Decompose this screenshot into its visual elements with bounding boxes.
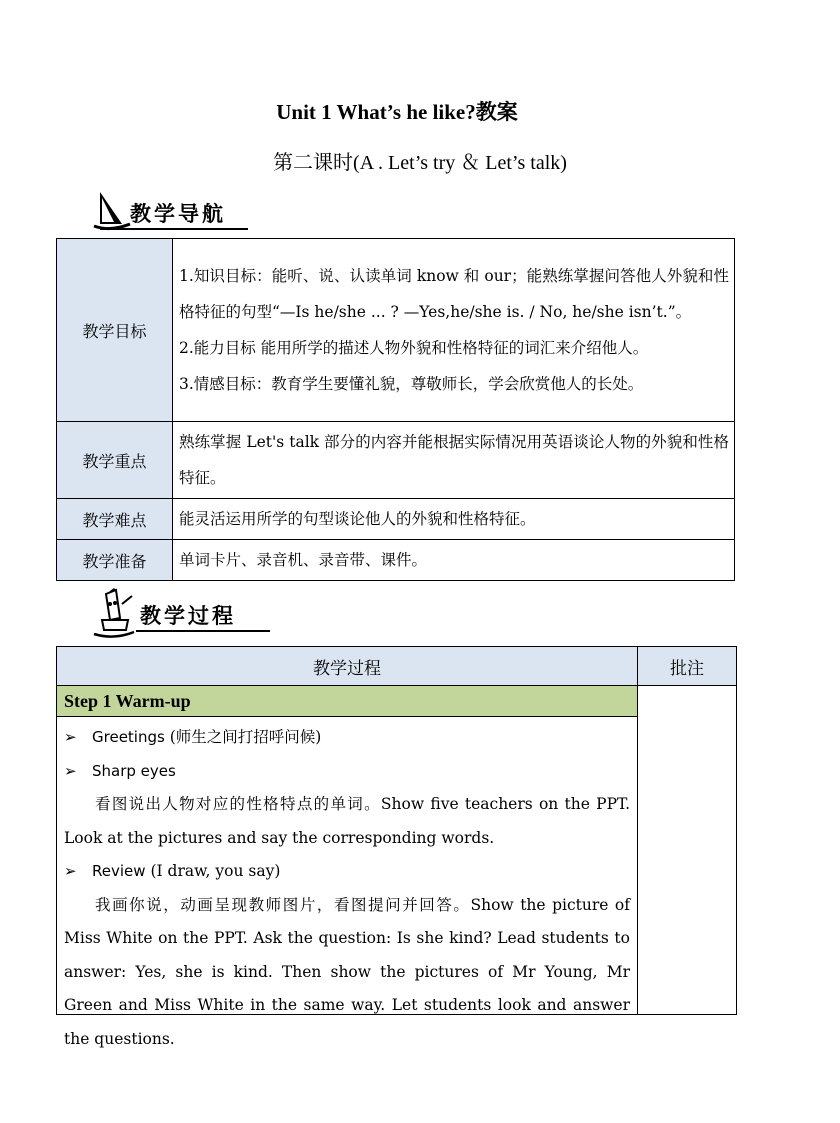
objective-line: 1.知识目标：能听、说、认读单词 know 和 our；能熟练掌握问答他人外貌和性格特征的句型“—Is he/she ... ? —Yes,he/she is. / No, he/she isn’t.”。 [179,267,729,321]
table-row [57,540,735,581]
paragraph: 我画你说，动画呈现教师图片，看图提问并回答。Show the picture of Miss White on the PPT. Ask the question: Is she kind? Lead students to answer: Yes, she is kind. Then show the pictures of Mr Young, Mr Green and Miss White in the same way. Let students look and answer the questions. [64,895,630,1048]
arrow-bullet-icon: ➢ [64,728,77,746]
table-row [57,239,735,422]
arrow-bullet-icon: ➢ [64,862,77,880]
objective-line: 3.情感目标：教育学生要懂礼貌，尊敬师长，学会欣赏他人的长处。 [179,375,644,393]
document-subtitle: 第二课时(A . Let’s try ＆ Let’s talk) [273,152,567,174]
bullet-keyword: Sharp eyes [92,761,176,780]
column-header-notes: 批注 [638,647,737,686]
row-content [173,239,735,422]
focus-line: 熟练掌握 Let's talk 部分的内容并能根据实际情况用英语谈论人物的外貌和性格特征。 [179,433,729,487]
column-header-process: 教学过程 [57,647,638,686]
info-table [56,238,735,581]
bullet-text: (I draw, you say) [145,862,281,880]
pencil-character-icon [92,590,136,640]
section-label-process: 教学过程 [140,604,236,628]
bullet-item [64,721,630,755]
document-title: Unit 1 What’s he like?教案 [276,100,518,124]
bullet-keyword: Review [92,862,146,880]
row-content [173,540,735,581]
table-row [57,422,735,499]
table-row [57,686,737,717]
section-label-nav: 教学导航 [130,202,226,226]
bullet-item [64,855,630,889]
bullet-item [64,755,630,789]
step-content [57,717,638,1048]
step-title: Step 1 Warm-up [57,686,638,717]
process-table [56,646,737,1048]
row-label: 教学重点 [57,422,173,499]
objective-line: 2.能力目标 能用所学的描述人物外貌和性格特征的词汇来介绍他人。 [179,339,649,357]
section-header-process [92,590,270,638]
section-header-nav [92,188,248,236]
row-label: 教学准备 [57,540,173,581]
section-underline [136,630,270,632]
table-row [57,499,735,540]
row-content [173,499,735,540]
arrow-bullet-icon: ➢ [64,761,77,780]
row-content [173,422,735,499]
preparation-line: 单词卡片、录音机、录音带、课件。 [179,551,428,569]
table-header-row [57,647,737,686]
row-label: 教学目标 [57,239,173,422]
table-row [57,717,737,1015]
row-label: 教学难点 [57,499,173,540]
bullet-text: (师生之间打招呼问候) [164,728,322,746]
section-underline [100,228,248,230]
difficulty-line: 能灵活运用所学的句型谈论他人的外貌和性格特征。 [179,510,536,528]
sailboat-icon [92,188,132,232]
paragraph: 看图说出人物对应的性格特点的单词。Show five teachers on the PPT. Look at the pictures and say the corresponding words. [64,795,630,847]
bullet-keyword: Greetings [92,728,165,746]
notes-cell [638,686,737,1015]
